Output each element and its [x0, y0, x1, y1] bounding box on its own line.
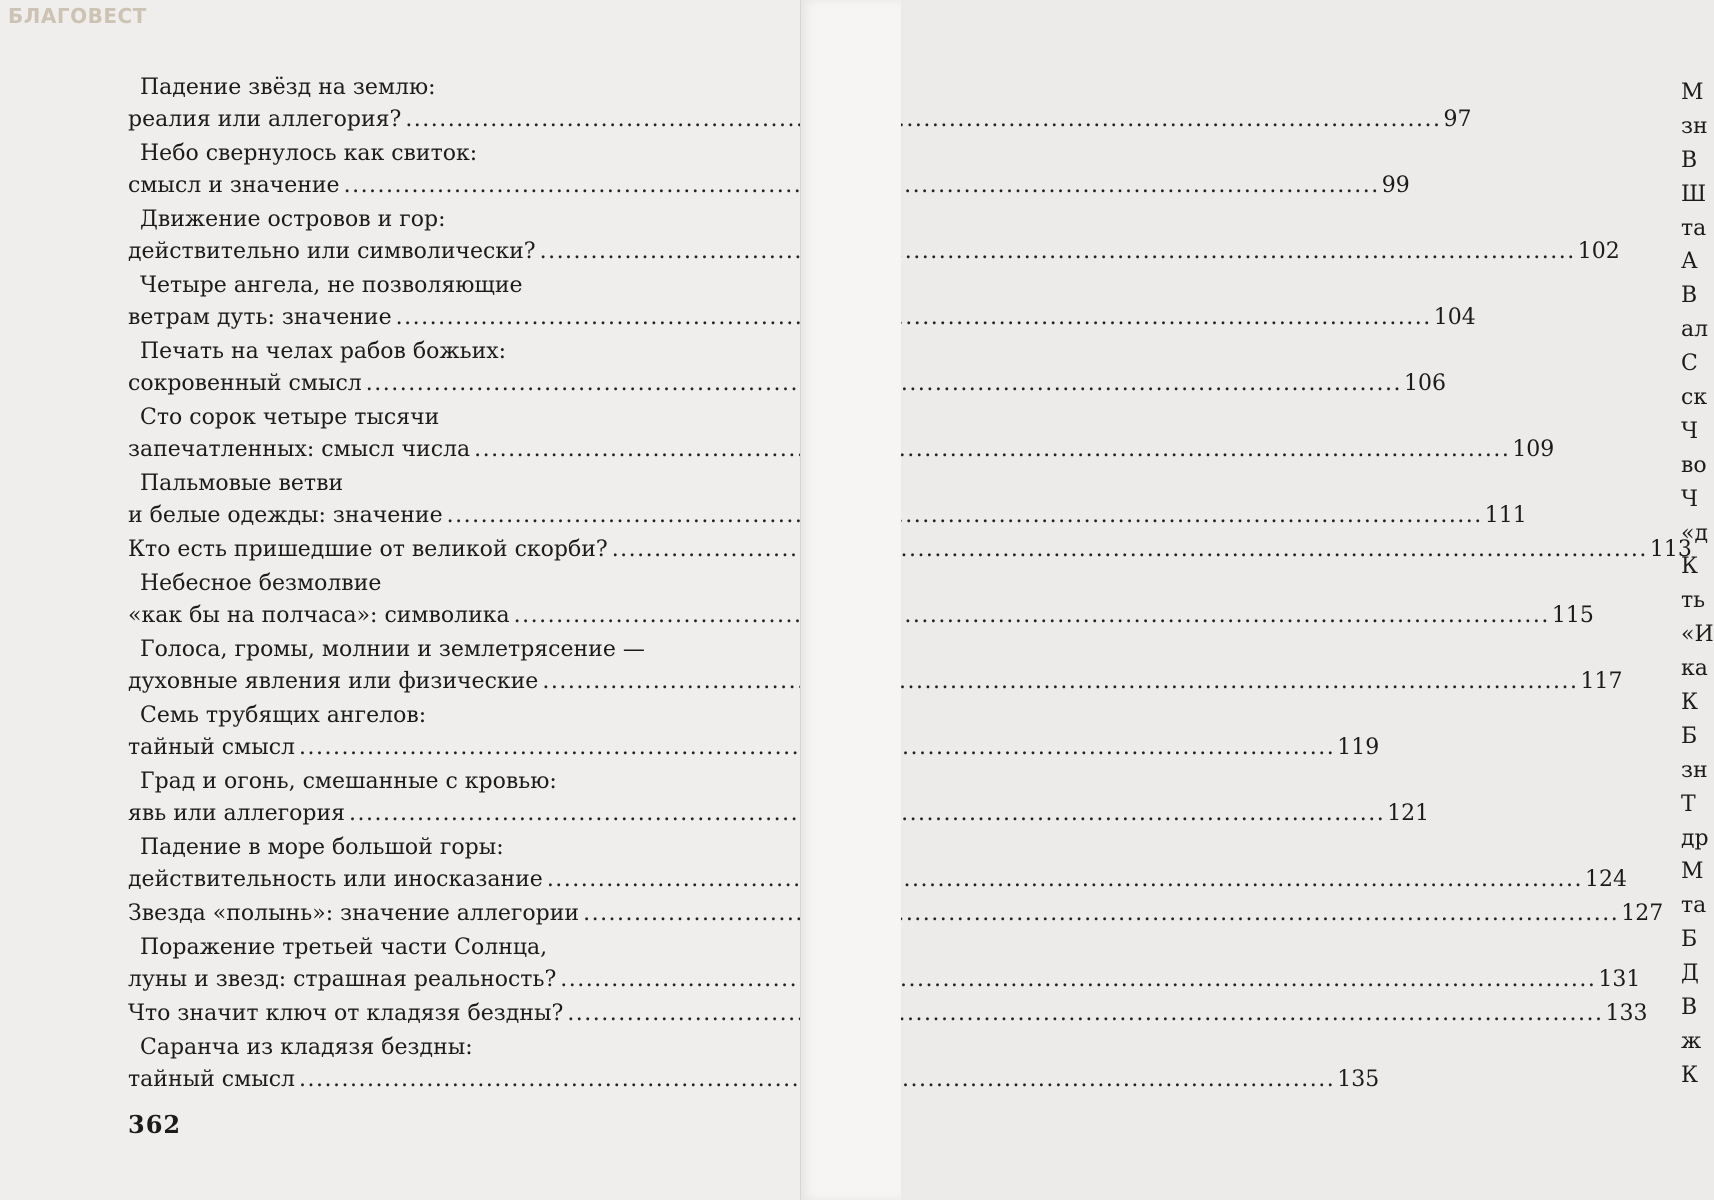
- right-page-fragment: М: [1681, 80, 1704, 105]
- toc-page-number: 97: [1443, 107, 1472, 132]
- toc-entry-title: духовные явления или физические: [128, 669, 539, 694]
- toc-dot-leader: [560, 964, 1596, 996]
- toc-entry-last-line: [128, 500, 1527, 532]
- right-page-fragment: Ч: [1681, 418, 1699, 444]
- toc-page-number: 119: [1337, 735, 1380, 760]
- toc-dot-leader: [567, 998, 1603, 1030]
- toc-entry-title-line: Падение звёзд на землю:: [140, 75, 436, 100]
- toc-entry: [128, 270, 1476, 334]
- right-page-text-fragments: [1681, 76, 1714, 1093]
- toc-entry-title: Что значит ключ от кладязя бездны?: [128, 1001, 564, 1026]
- toc-entry: [128, 766, 1430, 830]
- right-page-fragment: К: [1681, 1062, 1699, 1088]
- right-page-fragment: ж: [1681, 1028, 1702, 1054]
- toc-page-number: 121: [1387, 801, 1430, 826]
- toc-page-number: 109: [1512, 437, 1555, 462]
- toc-entry-title: реалия или аллегория?: [128, 107, 402, 132]
- toc-dot-leader: [612, 534, 1648, 566]
- right-page-fragment: К: [1681, 554, 1699, 580]
- toc-entry-last-line: [128, 666, 1623, 698]
- toc-page-number: 135: [1337, 1067, 1380, 1092]
- toc-page-number: 106: [1403, 371, 1446, 396]
- right-page-fragment: А: [1681, 249, 1698, 275]
- toc-entry: [128, 832, 1627, 896]
- right-page-fragment: зн: [1681, 757, 1708, 783]
- toc-entry-title: запечатленных: смысл числа: [128, 437, 471, 462]
- toc-page-number: 104: [1433, 305, 1476, 330]
- toc-entry-title: ветрам дуть: значение: [128, 305, 392, 330]
- toc-entry: [128, 1032, 1380, 1096]
- toc-entry: [128, 72, 1472, 136]
- watermark-logo: БЛАГОВЕСТ: [8, 4, 147, 28]
- toc-entry-last-line: [128, 236, 1620, 268]
- right-page-fragment: ка: [1681, 656, 1708, 682]
- right-page-fragment: зн: [1681, 113, 1708, 139]
- toc-entry-title-line: Небесное безмолвие: [140, 571, 382, 596]
- toc-entry-title-line: Голоса, громы, молнии и землетрясение —: [140, 637, 645, 662]
- right-page-fragment: ск: [1681, 385, 1708, 411]
- toc-dot-leader: [396, 302, 1432, 334]
- right-page-fragment: К: [1681, 690, 1699, 716]
- toc-dot-leader: [542, 666, 1578, 698]
- right-page-fragment: «И: [1681, 622, 1714, 648]
- right-page-fragment: М: [1681, 859, 1704, 885]
- toc-entry: [128, 336, 1446, 400]
- toc-entry-last-line: [128, 964, 1641, 996]
- toc-entry-title: тайный смысл: [128, 1067, 296, 1092]
- table-of-contents: [128, 72, 1692, 1098]
- toc-entry-last-line: [128, 998, 1648, 1030]
- toc-entry-title: тайный смысл: [128, 735, 296, 760]
- toc-dot-leader: [405, 104, 1441, 136]
- toc-page-number: 113: [1649, 537, 1692, 562]
- right-page-fragment: Б: [1681, 927, 1698, 953]
- toc-dot-leader: [514, 600, 1550, 632]
- toc-entry-title-line: Град и огонь, смешанные с кровью:: [140, 769, 557, 794]
- toc-entry-title: луны и звезд: страшная реальность?: [128, 967, 557, 992]
- right-page-fragment: та: [1681, 893, 1707, 919]
- toc-page-number: 124: [1584, 867, 1627, 892]
- toc-entry-title: явь или аллегория: [128, 801, 346, 826]
- right-page-fragment: Т: [1681, 791, 1696, 817]
- toc-entry: [128, 534, 1692, 566]
- toc-page-number: 131: [1598, 967, 1641, 992]
- toc-entry-title: Кто есть пришедшие от великой скорби?: [128, 537, 608, 562]
- toc-page-number: 111: [1484, 503, 1527, 528]
- toc-entry-title: смысл и значение: [128, 173, 340, 198]
- toc-entry: [128, 402, 1555, 466]
- toc-entry-last-line: [128, 1064, 1380, 1096]
- toc-entry-title: «как бы на полчаса»: символика: [128, 603, 510, 628]
- toc-entry-title-line: Сто сорок четыре тысячи: [140, 405, 440, 430]
- toc-entry-last-line: [128, 170, 1410, 202]
- toc-page-number: 102: [1577, 239, 1620, 264]
- toc-entry-last-line: [128, 368, 1446, 400]
- toc-entry-title: и белые одежды: значение: [128, 503, 443, 528]
- right-page-fragment: В: [1681, 283, 1698, 309]
- toc-entry-title-line: Поражение третьей части Солнца,: [140, 935, 548, 960]
- toc-entry-last-line: [128, 732, 1380, 764]
- right-page-fragment: В: [1681, 147, 1698, 173]
- toc-entry-last-line: [128, 600, 1594, 632]
- toc-entry-title-line: Пальмовые ветви: [140, 471, 344, 496]
- toc-entry: [128, 468, 1527, 532]
- right-page-fragment: др: [1681, 825, 1709, 851]
- toc-entry-last-line: [128, 104, 1472, 136]
- right-page-fragment: В: [1681, 995, 1698, 1021]
- toc-entry: [128, 998, 1648, 1030]
- right-page-fragment: та: [1681, 215, 1707, 241]
- toc-entry: [128, 634, 1623, 698]
- right-page-fragment: Ч: [1681, 486, 1699, 512]
- toc-dot-leader: [540, 236, 1576, 268]
- toc-entry-title: Звезда «полынь»: значение аллегории: [128, 901, 580, 926]
- toc-entry: [128, 138, 1410, 202]
- right-page-fragment: С: [1681, 351, 1698, 377]
- toc-entry-last-line: [128, 864, 1627, 896]
- toc-entry-title-line: Небо свернулось как свиток:: [140, 141, 478, 166]
- right-page-fragment: ть: [1681, 588, 1706, 614]
- toc-entry-title: действительно или символически?: [128, 239, 536, 264]
- toc-entry: [128, 568, 1594, 632]
- right-page-fragment: «д: [1681, 520, 1709, 546]
- toc-entry: [128, 204, 1620, 268]
- toc-entry-title-line: Падение в море большой горы:: [140, 835, 504, 860]
- toc-entry-title-line: Семь трубящих ангелов:: [140, 703, 427, 728]
- toc-dot-leader: [447, 500, 1483, 532]
- toc-dot-leader: [547, 864, 1583, 896]
- toc-dot-leader: [474, 434, 1510, 466]
- toc-entry-title: сокровенный смысл: [128, 371, 362, 396]
- toc-entry-last-line: [128, 302, 1476, 334]
- toc-entry-title: действительность или иносказание: [128, 867, 543, 892]
- toc-entry-last-line: [128, 534, 1692, 566]
- toc-page-number: 127: [1621, 901, 1664, 926]
- page-number: 362: [128, 1110, 182, 1139]
- toc-entry-last-line: [128, 898, 1664, 930]
- toc-page-number: 133: [1605, 1001, 1648, 1026]
- toc-entry-last-line: [128, 798, 1430, 830]
- toc-entry-title-line: Четыре ангела, не позволяющие: [140, 273, 523, 298]
- toc-entry: [128, 932, 1641, 996]
- toc-page-number: 117: [1580, 669, 1623, 694]
- toc-page-number: 115: [1551, 603, 1594, 628]
- right-page-fragment: во: [1681, 452, 1707, 478]
- right-page-fragment: Ш: [1681, 181, 1707, 207]
- toc-entry-title-line: Саранча из кладязя бездны:: [140, 1035, 473, 1060]
- right-page-fragment: Б: [1681, 723, 1698, 749]
- right-page-fragment: Д: [1681, 961, 1699, 987]
- right-page-fragment: ал: [1681, 317, 1709, 343]
- toc-entry-last-line: [128, 434, 1555, 466]
- toc-dot-leader: [583, 898, 1619, 930]
- toc-entry-title-line: Печать на челах рабов божьих:: [140, 339, 507, 364]
- toc-page-number: 99: [1381, 173, 1410, 198]
- toc-entry: [128, 700, 1380, 764]
- toc-entry: [128, 898, 1664, 930]
- toc-entry-title-line: Движение островов и гор:: [140, 207, 446, 232]
